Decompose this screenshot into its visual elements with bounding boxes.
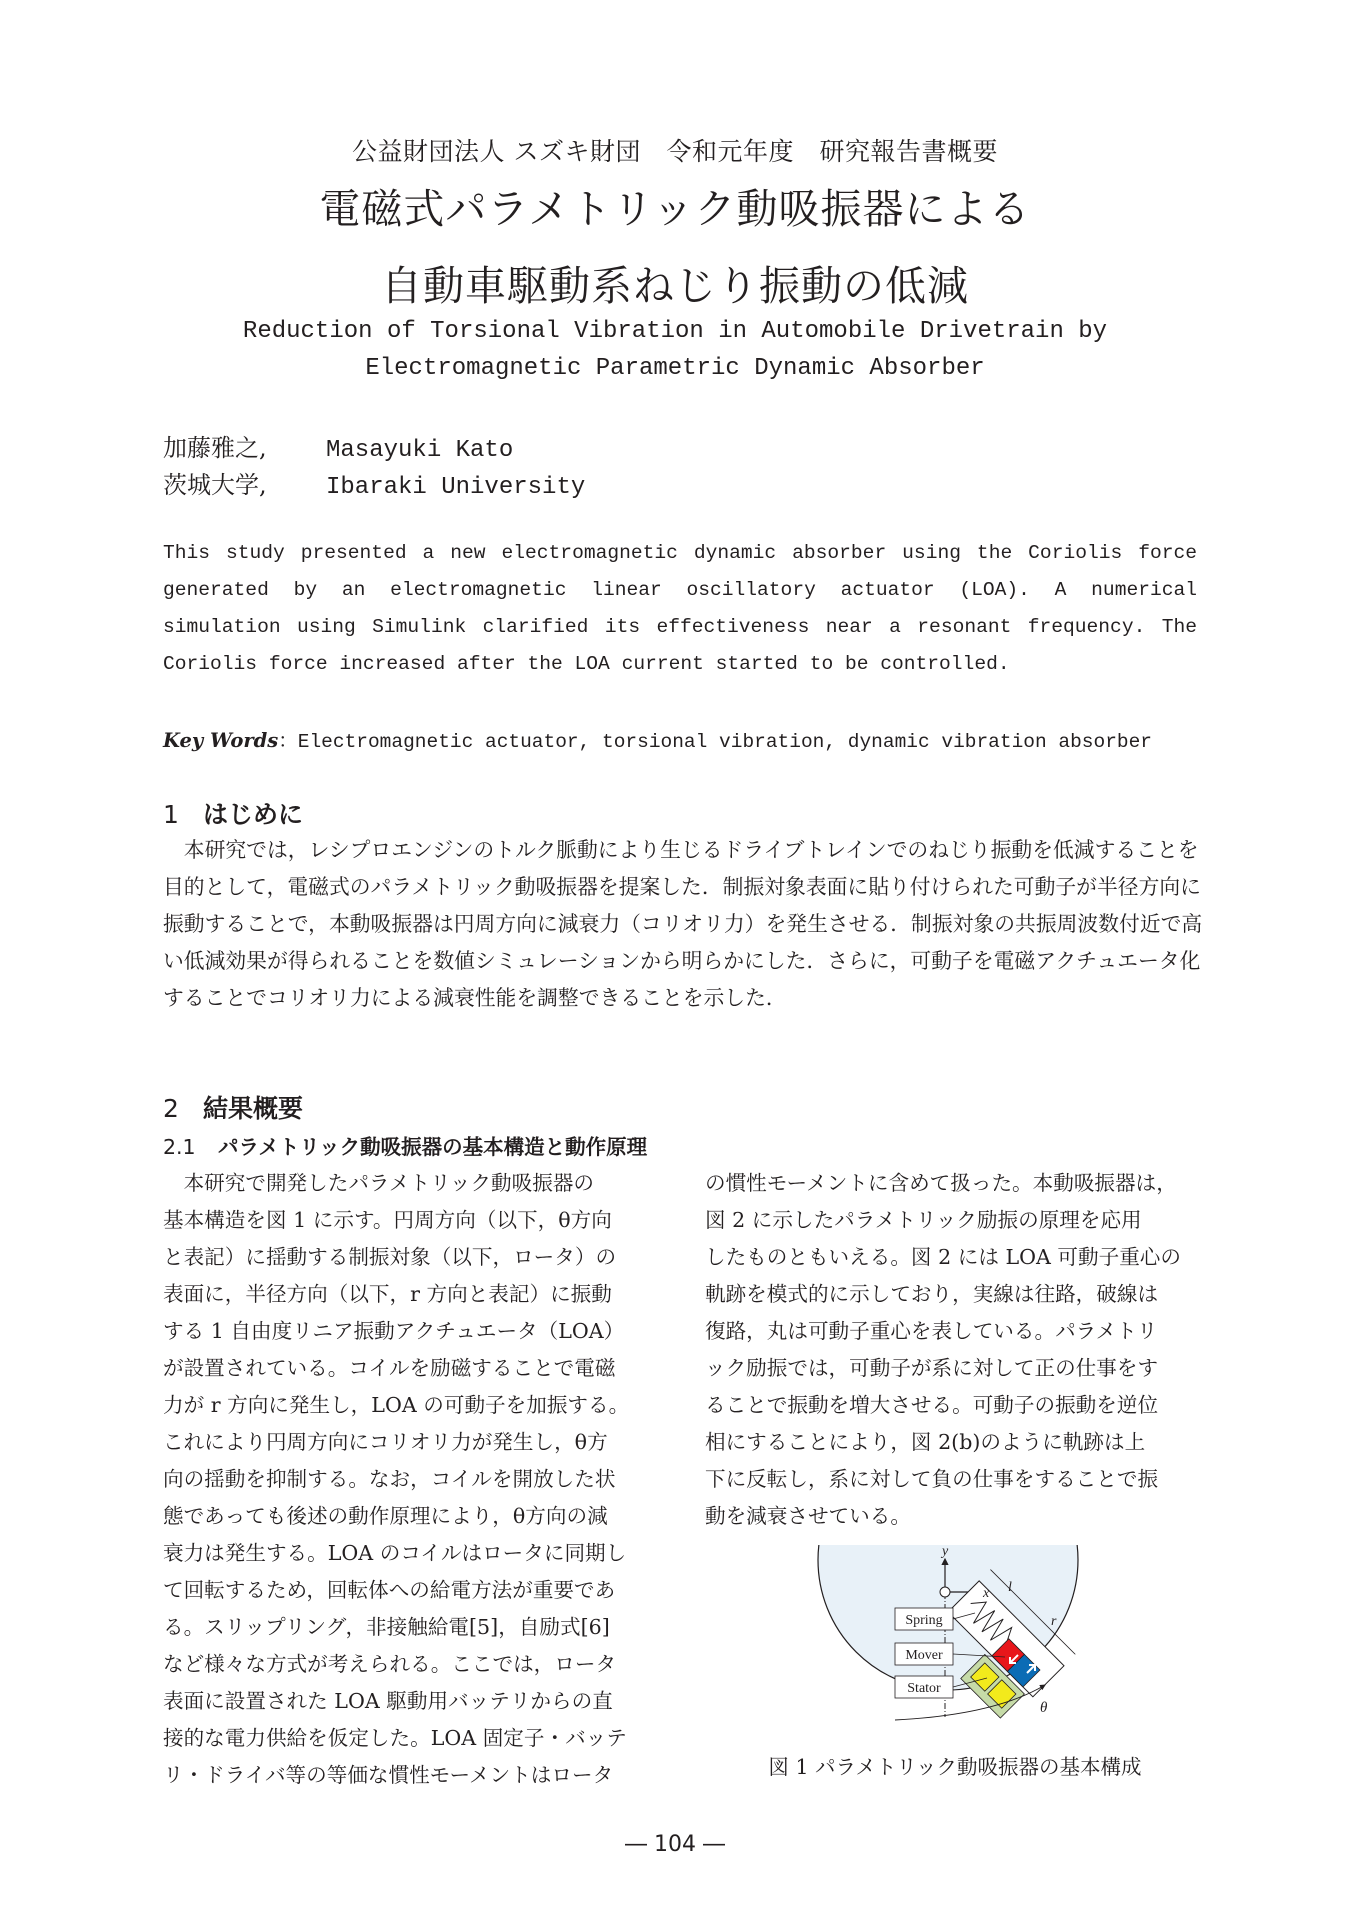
subsection-title: パラメトリック動吸振器の基本構造と動作原理	[218, 1135, 648, 1159]
affiliation-en: Ibaraki University	[326, 474, 586, 501]
title-en-line-1: Reduction of Torsional Vibration in Automobile Drivetrain by	[242, 318, 1108, 345]
section-number: 2	[163, 1094, 179, 1123]
text-line: る。スリップリング，非接触給電[5]，自励式[6]	[163, 1615, 610, 1639]
author-name-en: Masayuki Kato	[326, 437, 514, 464]
introduction-body	[163, 832, 1203, 1017]
text-line: 本研究で開発したパラメトリック動吸振器の	[183, 1171, 595, 1195]
theta-label: θ	[1040, 1700, 1048, 1716]
text-line: したものともいえる。図 2 には LOA 可動子重心の	[705, 1245, 1181, 1269]
section-2-1-heading	[163, 1130, 647, 1160]
title-jp-line-2: 自動車駆動系ねじり振動の低減	[381, 262, 969, 310]
text-line: ることで振動を増大させる。可動子の振動を逆位	[705, 1393, 1159, 1417]
origin-circle	[940, 1587, 950, 1597]
text-line: 態であっても後述の動作原理により，θ方向の減	[163, 1504, 608, 1528]
spring-label-box	[895, 1608, 953, 1630]
text-line: 基本構造を図 1 に示す。円周方向（以下，θ方向	[163, 1208, 612, 1232]
text-line: 表面に，半径方向（以下，r 方向と表記）に振動	[163, 1282, 612, 1306]
text-line: 動を減衰させている。	[705, 1504, 911, 1528]
text-line: 表面に設置された LOA 駆動用バッテリからの直	[163, 1689, 613, 1713]
author-name-row	[163, 428, 513, 464]
text-line: など様々な方式が考えられる。ここでは，ロータ	[163, 1652, 617, 1676]
affiliation-row	[163, 465, 585, 501]
section-title: 結果概要	[203, 1094, 304, 1123]
keywords	[163, 725, 1152, 753]
radial-r-label: r	[1051, 1614, 1057, 1629]
spring-label: Spring	[905, 1613, 943, 1628]
title-jp-line-1: 電磁式パラメトリック動吸振器による	[319, 185, 1031, 233]
text-line: と表記）に揺動する制振対象（以下，ロータ）の	[163, 1245, 617, 1269]
text-line: 衰力は発生する。LOA のコイルはロータに同期し	[163, 1541, 627, 1565]
abstract: This study presented a new electromagnetic dynamic absorber using the Coriolis force generated by an electromagnetic linear oscillatory actuator (LOA). A numerical simulation using Simulink clarified its effectiveness near a resonant frequency. The Coriolis force increased after the LOA current started to be controlled.	[163, 542, 1197, 675]
text-line: 復路，丸は可動子重心を表している。パラメトリ	[705, 1319, 1158, 1343]
subsection-number: 2.1	[163, 1135, 196, 1159]
text-line: これにより円周方向にコリオリ力が発生し，θ方	[163, 1430, 608, 1454]
axis-x-label: x	[983, 1586, 990, 1601]
keywords-text: Electromagnetic actuator, torsional vibration, dynamic vibration absorber	[297, 731, 1153, 753]
text-line: が設置されている。コイルを励磁することで電磁	[163, 1356, 616, 1380]
text-line: する 1 自由度リニア振動アクチュエータ（LOA）	[163, 1319, 625, 1343]
text-line: 軌跡を模式的に示しており，実線は往路，破線は	[705, 1282, 1159, 1306]
right-column-text	[705, 1165, 1205, 1535]
figure-1-diagram	[815, 1545, 1095, 1725]
affiliation-jp: 茨城大学,	[163, 471, 267, 499]
mover-label-box	[895, 1643, 953, 1665]
stator-label: Stator	[907, 1681, 941, 1696]
section-2-heading	[163, 1089, 303, 1125]
length-l-label: l	[1008, 1580, 1012, 1595]
text-line: 向の揺動を抑制する。なお，コイルを開放した状	[163, 1467, 616, 1491]
figure-1-caption: 図 1 パラメトリック動吸振器の基本構成	[768, 1755, 1142, 1779]
section-1-heading	[163, 795, 303, 831]
keywords-label: Key Words	[163, 729, 279, 752]
organization-line: 公益財団法人 スズキ財団 令和元年度 研究報告書概要	[352, 137, 998, 166]
section-number: 1	[163, 800, 179, 829]
text-line: ック励振では，可動子が系に対して正の仕事をす	[705, 1356, 1159, 1380]
text-line: て回転するため，回転体への給電方法が重要であ	[163, 1578, 616, 1602]
stator-label-box	[895, 1676, 953, 1698]
text-line: 力が r 方向に発生し，LOA の可動子を加振する。	[163, 1393, 630, 1417]
text-line: 下に反転し，系に対して負の仕事をすることで振	[705, 1467, 1159, 1491]
title-en-line-2: Electromagnetic Parametric Dynamic Absorber	[365, 355, 985, 382]
text-line: 図 2 に示したパラメトリック励振の原理を応用	[705, 1208, 1142, 1232]
introduction-paragraph: 本研究では，レシプロエンジンのトルク脈動により生じるドライブトレインでのねじり振動を低減することを目的として，電磁式のパラメトリック動吸振器を提案した．制振対象表面に貼り付けられた可動子が半径方向に振動することで，本動吸振器は円周方向に減衰力（コリオリ力）を発生させる．制振対象の共振周波数付近で高い低減効果が得られることを数値シミュレーションから明らかにした．さらに，可動子を電磁アクチュエータ化することでコリオリ力による減衰性能を調整できることを示した．	[163, 838, 1203, 1010]
keywords-separator: ：	[278, 731, 298, 753]
left-column-text	[163, 1165, 663, 1794]
text-line: 接的な電力供給を仮定した。LOA 固定子・バッテ	[163, 1726, 627, 1750]
page-number: ― 104 ―	[625, 1832, 725, 1857]
section-title: はじめに	[203, 800, 304, 829]
axis-y-label: y	[942, 1545, 949, 1559]
text-line: の慣性モーメントに含めて扱った。本動吸振器は，	[705, 1171, 1177, 1195]
text-line: リ・ドライバ等の等価な慣性モーメントはロータ	[163, 1763, 614, 1787]
author-name-jp: 加藤雅之,	[163, 434, 267, 462]
mover-label: Mover	[905, 1648, 943, 1663]
text-line: 相にすることにより，図 2(b)のように軌跡は上	[705, 1430, 1146, 1454]
